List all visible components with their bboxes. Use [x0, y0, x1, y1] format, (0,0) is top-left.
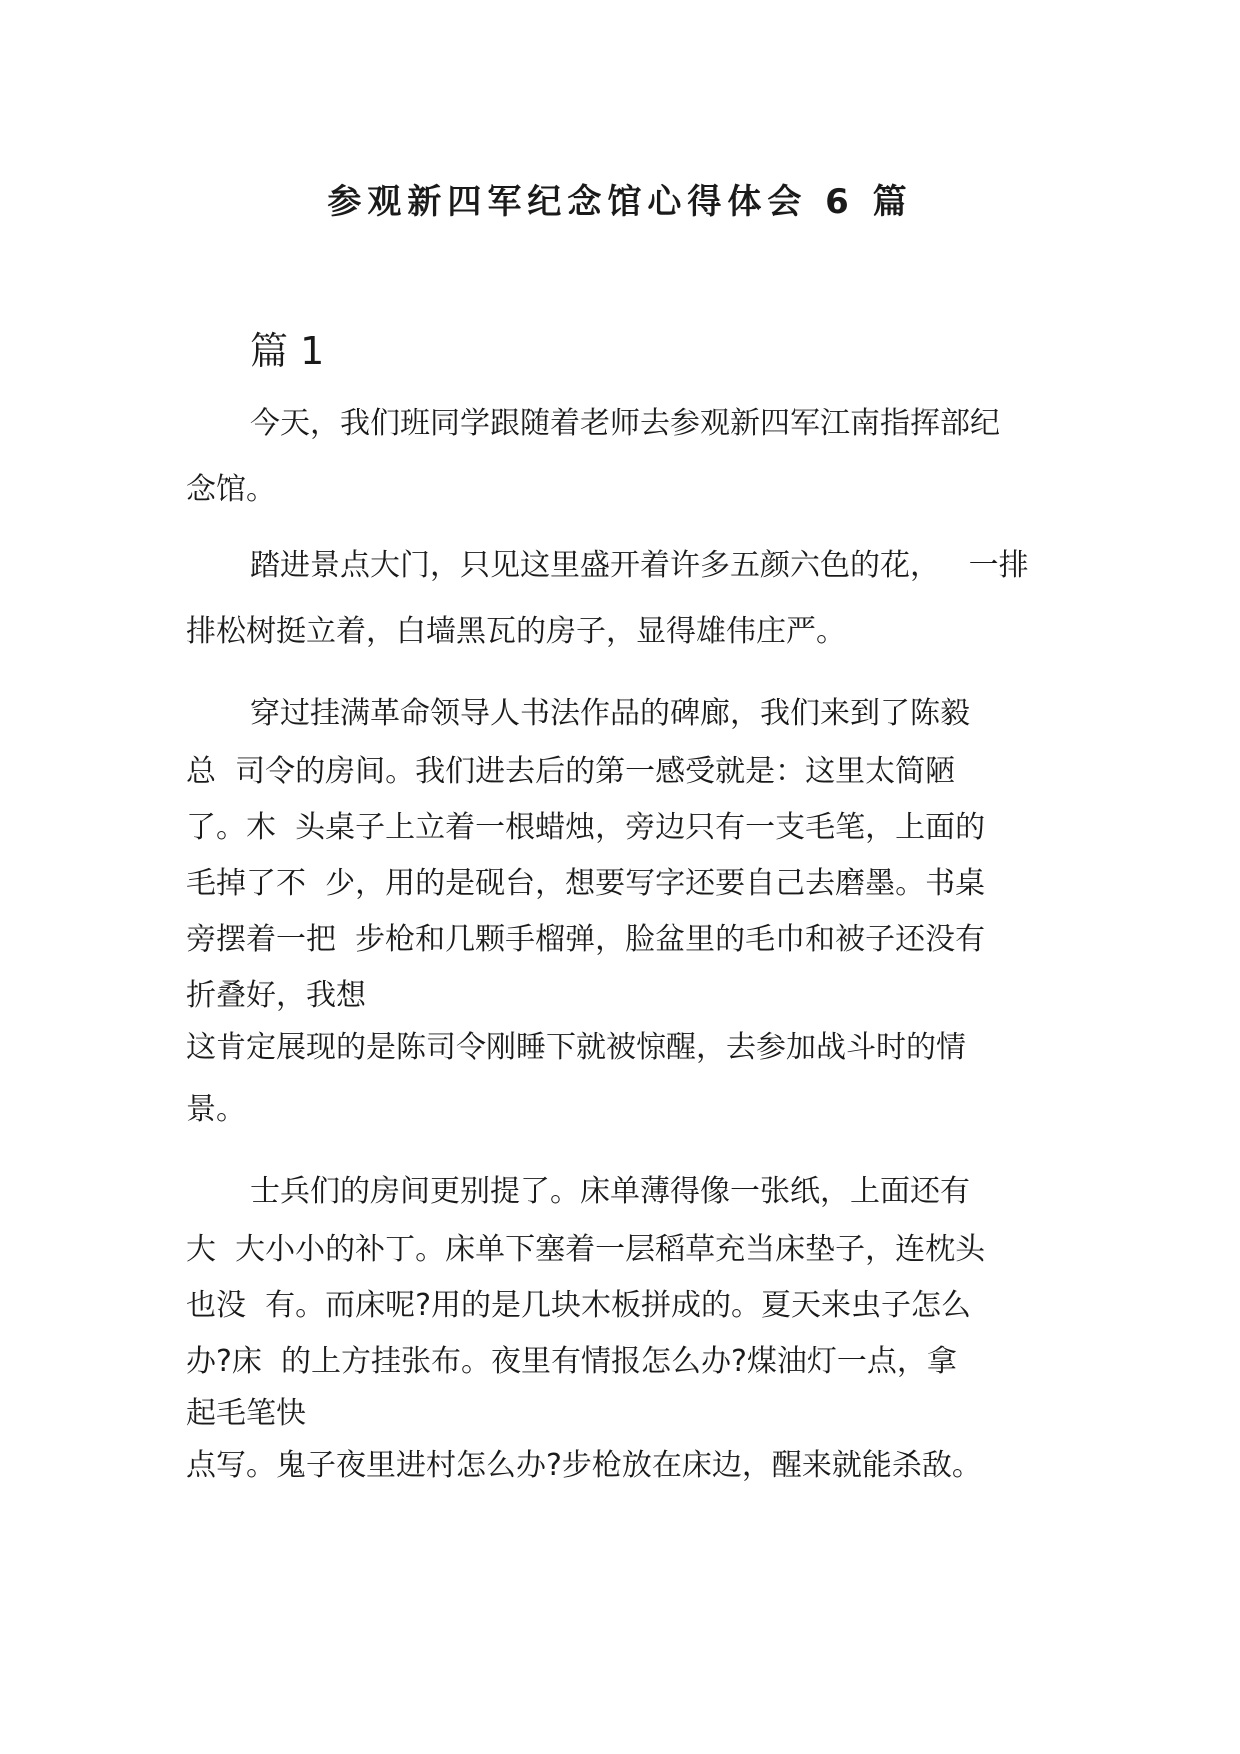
paragraph-line: 办?床 的上方挂张布。夜里有情报怎么办?煤油灯一点，拿: [186, 1344, 957, 1379]
paragraph-line: 今天，我们班同学跟随着老师去参观新四军江南指挥部纪: [250, 406, 1000, 441]
section-heading: 篇 1: [250, 329, 325, 373]
document-title: 参观新四军纪念馆心得体会 6 篇: [327, 182, 913, 222]
paragraph-line: 点写。鬼子夜里进村怎么办?步枪放在床边，醒来就能杀敌。: [186, 1448, 982, 1483]
paragraph-line: 踏进景点大门，只见这里盛开着许多五颜六色的花， 一排: [250, 548, 1029, 583]
paragraph-line: 士兵们的房间更别提了。床单薄得像一张纸，上面还有: [250, 1174, 970, 1209]
paragraph-line: 念馆。: [186, 472, 276, 507]
paragraph-line: 景。: [186, 1092, 246, 1127]
paragraph-line: 了。木 头桌子上立着一根蜡烛，旁边只有一支毛笔，上面的: [186, 810, 986, 845]
paragraph-line: 旁摆着一把 步枪和几颗手榴弹，脸盆里的毛巾和被子还没有: [186, 922, 986, 957]
paragraph-line: 穿过挂满革命领导人书法作品的碑廊，我们来到了陈毅: [250, 696, 970, 731]
paragraph-line: 折叠好，我想: [186, 978, 366, 1013]
paragraph-line: 毛掉了不 少，用的是砚台，想要写字还要自己去磨墨。书桌: [186, 866, 986, 901]
paragraph-line: 排松树挺立着，白墙黑瓦的房子，显得雄伟庄严。: [186, 614, 846, 649]
paragraph-line: 也没 有。而床呢?用的是几块木板拼成的。夏天来虫子怎么: [186, 1288, 971, 1323]
paragraph-line: 大 大小小的补丁。床单下塞着一层稻草充当床垫子，连枕头: [186, 1232, 986, 1267]
paragraph-line: 起毛笔快: [186, 1396, 306, 1431]
paragraph-line: 这肯定展现的是陈司令刚睡下就被惊醒，去参加战斗时的情: [186, 1030, 966, 1065]
paragraph-line: 总 司令的房间。我们进去后的第一感受就是：这里太简陋: [186, 754, 956, 789]
